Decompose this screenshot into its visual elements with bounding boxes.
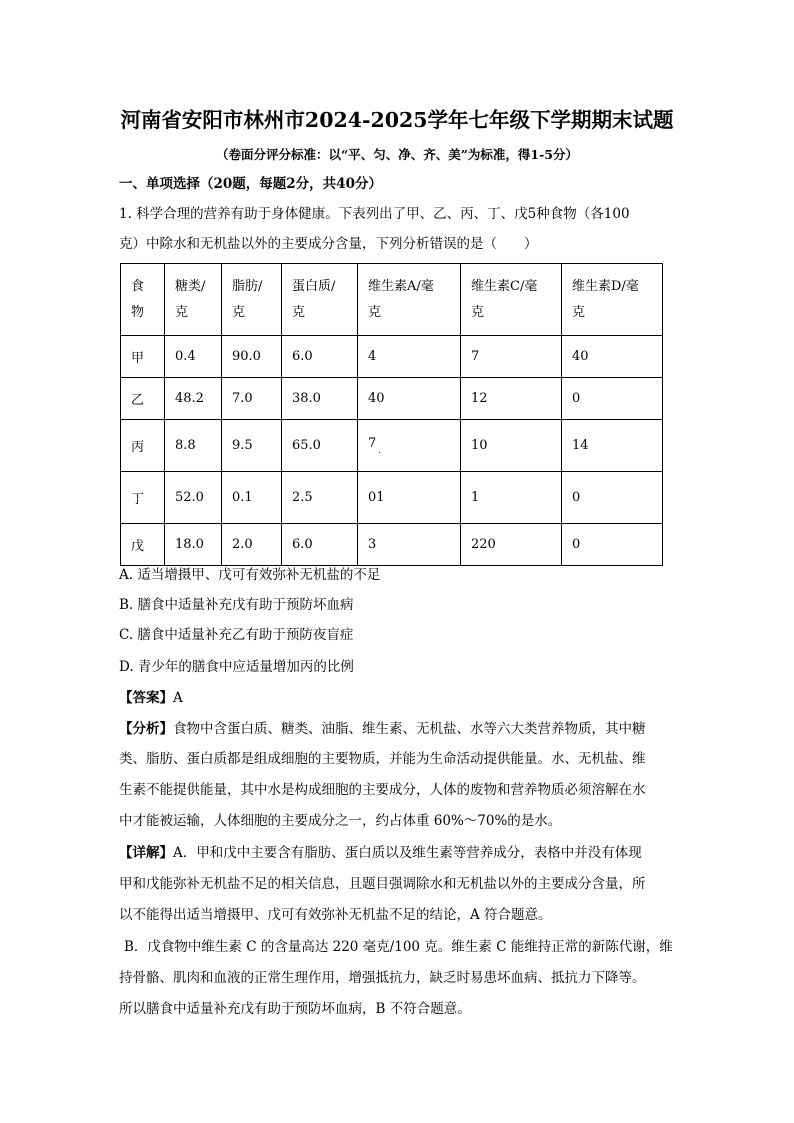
table-cell: 48.2 xyxy=(165,378,222,420)
table-cell: 2.0 xyxy=(222,524,282,566)
table-cell xyxy=(358,420,461,472)
section-heading: 一、单项选择（20题，每题2分，共40分） xyxy=(119,176,382,192)
answer-value: A xyxy=(173,690,183,706)
detail-line-2: 甲和戊能弥补无机盐不足的相关信息，且题目强调除水和无机盐以外的主要成分含量，所 xyxy=(119,876,646,892)
table-cell: 40 xyxy=(562,336,663,378)
page-title: 河南省安阳市林州市2024-2025学年七年级下学期期末试题 xyxy=(120,108,674,132)
answer-label: 【答案】 xyxy=(119,690,173,706)
nutrition-table xyxy=(120,263,663,566)
table-cell: 90.0 xyxy=(222,336,282,378)
table-cell: 2.5 xyxy=(282,472,358,524)
food-name-cell: 甲 xyxy=(121,336,165,378)
table-cell: 12 xyxy=(461,378,562,420)
food-name-cell: 丁 xyxy=(121,472,165,524)
header-cell-food: 食 物 xyxy=(121,264,165,336)
analysis-line-4: 中才能被运输，人体细胞的主要成分之一，约占体重 60%～70%的是水。 xyxy=(119,813,562,829)
detail-line-3: 以不能得出适当增摄甲、戊可有效弥补无机盐不足的结论，A 符合题意。 xyxy=(119,907,552,923)
table-cell: 3 xyxy=(358,524,461,566)
option-d: D. 青少年的膳食中应适量增加丙的比例 xyxy=(119,659,354,675)
option-b: B. 膳食中适量补充戊有助于预防坏血病 xyxy=(119,597,354,613)
table-cell: 7.0 xyxy=(222,378,282,420)
header-cell-fat: 脂肪/ 克 xyxy=(222,264,282,336)
table-cell: 18.0 xyxy=(165,524,222,566)
table-cell: 10 xyxy=(461,420,562,472)
table-cell: 01 xyxy=(358,472,461,524)
food-name-cell: 丙 xyxy=(121,420,165,472)
analysis-line-2: 类、脂肪、蛋白质都是组成细胞的主要物质，并能为生命活动提供能量。水、无机盐、维 xyxy=(119,751,646,767)
table-cell: 7 xyxy=(461,336,562,378)
table-cell: 0.1 xyxy=(222,472,282,524)
option-c: C. 膳食中适量补充乙有助于预防夜盲症 xyxy=(119,627,354,643)
header-cell-carbs: 糖类/ 克 xyxy=(165,264,222,336)
header-cell-vitamin-a: 维生素A/毫 克 xyxy=(358,264,461,336)
table-cell: 0.4 xyxy=(165,336,222,378)
answer-line xyxy=(119,692,183,706)
table-cell: 9.5 xyxy=(222,420,282,472)
analysis-label: 【分析】 xyxy=(119,721,173,737)
food-name-cell: 乙 xyxy=(121,378,165,420)
detail-label: 【详解】 xyxy=(119,845,173,861)
table-row xyxy=(121,378,663,420)
table-cell: 0 xyxy=(562,524,663,566)
table-header-row xyxy=(121,264,663,336)
detail-line-5: 持骨骼、肌肉和血液的正常生理作用，增强抵抗力，缺乏时易患坏血病、抵抗力下降等。 xyxy=(119,970,646,986)
detail-line-1: 【详解】A．甲和戊中主要含有脂肪、蛋白质以及维生素等营养成分，表格中并没有体现 xyxy=(119,845,642,861)
vitamin-a-value: 7 xyxy=(368,435,377,451)
table-row xyxy=(121,420,663,472)
table-cell: 14 xyxy=(562,420,663,472)
table-cell: 220 xyxy=(461,524,562,566)
table-cell: 38.0 xyxy=(282,378,358,420)
header-cell-protein: 蛋白质/ 克 xyxy=(282,264,358,336)
analysis-line-1: 【分析】食物中含蛋白质、糖类、油脂、维生素、无机盐、水等六大类营养物质，其中糖 xyxy=(119,721,646,737)
header-cell-vitamin-d: 维生素D/毫 克 xyxy=(562,264,663,336)
table-cell: 52.0 xyxy=(165,472,222,524)
table-row xyxy=(121,472,663,524)
food-name-cell: 戊 xyxy=(121,524,165,566)
table-cell: 0 xyxy=(562,472,663,524)
detail-line-6: 所以膳食中适量补充戊有助于预防坏血病，B 不符合题意。 xyxy=(119,1001,471,1017)
question-stem-line-2: 克）中除水和无机盐以外的主要成分含量，下列分析错误的是（ ） xyxy=(119,236,538,252)
analysis-line-3: 生素不能提供能量，其中水是构成细胞的主要成分，人体的废物和营养物质必须溶解在水 xyxy=(119,782,646,798)
header-cell-vitamin-c: 维生素C/毫 克 xyxy=(461,264,562,336)
detail-line-4: B．戊食物中维生素 C 的含量高达 220 毫克/100 克。维生素 C 能维持正常的新陈代谢，维 xyxy=(124,939,673,955)
table-row xyxy=(121,336,663,378)
table-cell: 40 xyxy=(358,378,461,420)
table-cell: 4 xyxy=(358,336,461,378)
table-cell: 6.0 xyxy=(282,524,358,566)
question-stem-line-1: 1. 科学合理的营养有助于身体健康。下表列出了甲、乙、丙、丁、戊5种食物（各100 xyxy=(119,206,630,222)
stray-dot-mark: . xyxy=(378,445,382,456)
table-cell: 0 xyxy=(562,378,663,420)
option-a: A. 适当增摄甲、戊可有效弥补无机盐的不足 xyxy=(119,567,381,583)
scoring-note: （卷面分评分标准：以“平、匀、净、齐、美”为标准，得1-5分） xyxy=(216,147,578,162)
table-cell: 6.0 xyxy=(282,336,358,378)
table-cell: 65.0 xyxy=(282,420,358,472)
table-row xyxy=(121,524,663,566)
table-cell: 8.8 xyxy=(165,420,222,472)
table-cell: 1 xyxy=(461,472,562,524)
